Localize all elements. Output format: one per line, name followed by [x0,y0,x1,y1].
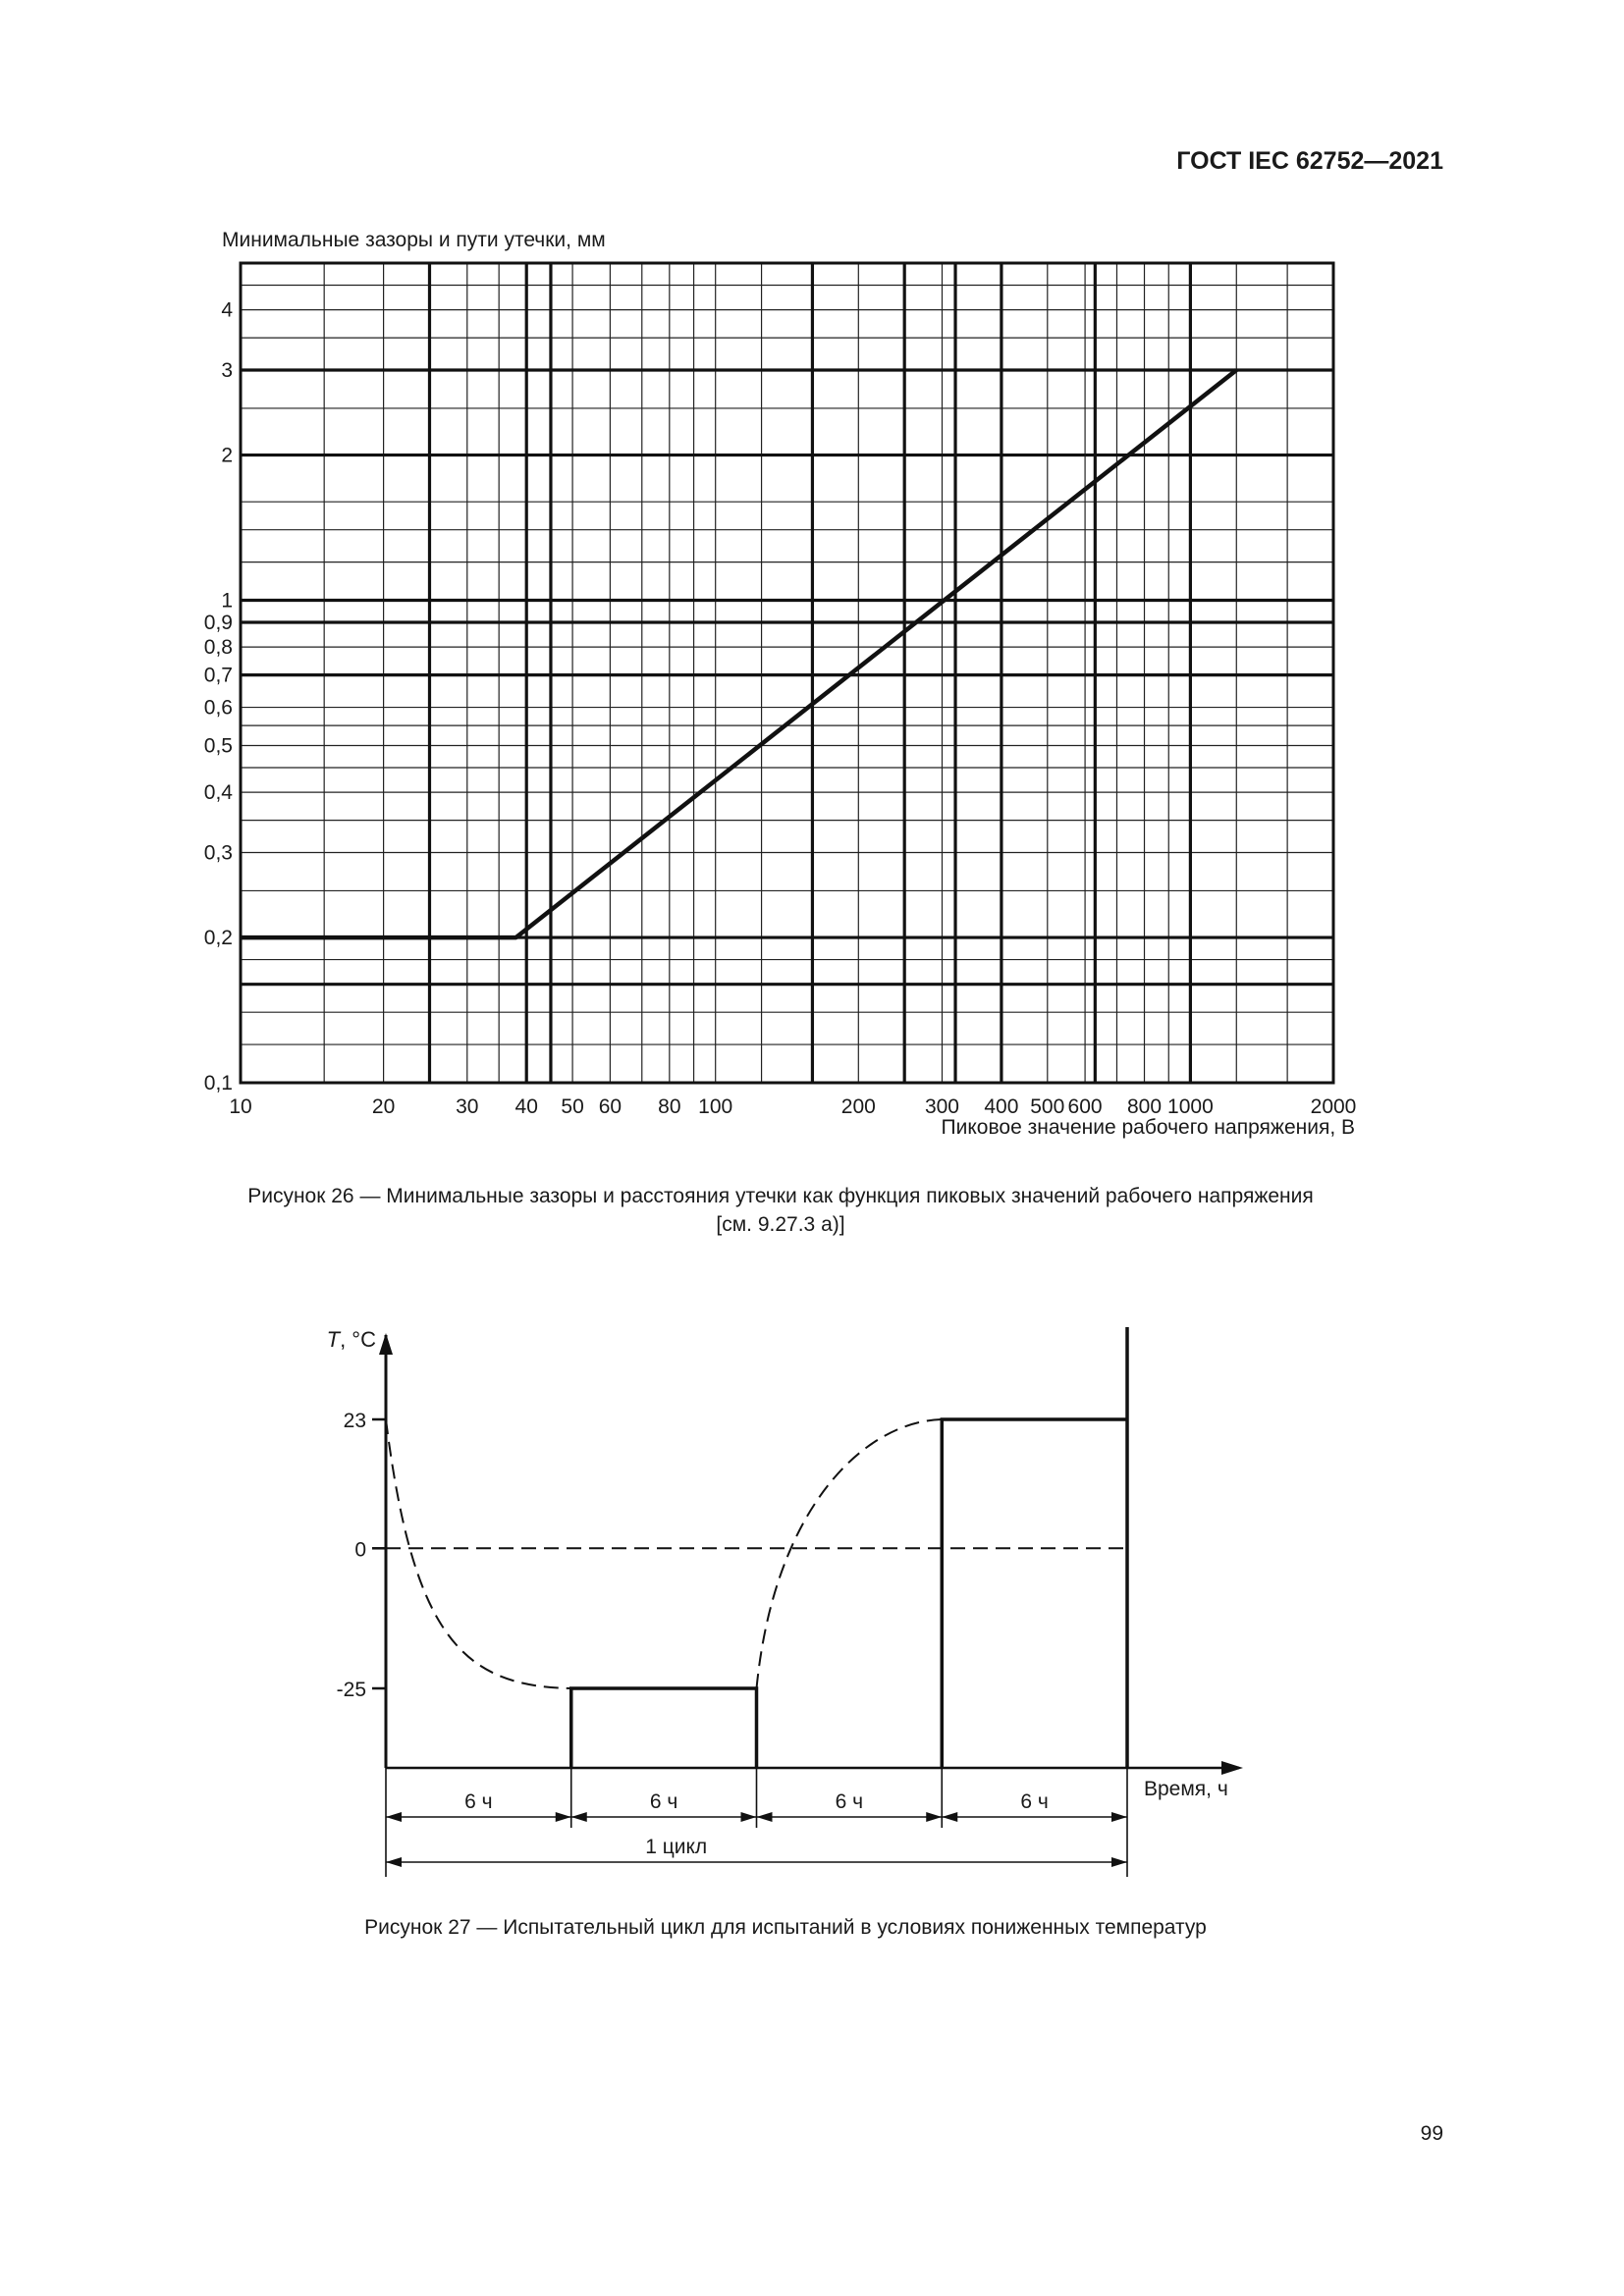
y-axis-label: T, °C [326,1327,376,1352]
y-tick-label: 2 [221,444,233,467]
y-tick-label: 0 [354,1538,366,1562]
x-tick-label: 200 [840,1095,876,1118]
x-tick-label: 500 [1030,1095,1065,1118]
y-tick-label: 0,5 [203,734,233,758]
dimension-arrow-icon [556,1812,571,1822]
y-tick-label: 4 [221,298,233,322]
dimension-arrow-icon [757,1812,773,1822]
x-tick-label: 600 [1067,1095,1103,1118]
cold-hold-segment [571,1688,757,1768]
x-tick-label: 2000 [1310,1095,1357,1118]
phase-duration-label: 6 ч [649,1790,678,1813]
y-axis-arrow-icon [379,1333,393,1355]
x-tick-label: 400 [984,1095,1019,1118]
cool-down-curve [386,1419,571,1688]
x-tick-label: 300 [924,1095,960,1118]
y-tick-label: 1 [221,589,233,613]
dimension-arrow-icon [1111,1857,1127,1867]
dimension-arrow-icon [1111,1812,1127,1822]
dimension-arrow-icon [926,1812,942,1822]
phase-duration-label: 6 ч [464,1790,493,1813]
warm-hold-segment [942,1419,1127,1768]
x-tick-label: 1000 [1167,1095,1214,1118]
document-header: ГОСТ IEC 62752—2021 [1176,147,1443,175]
x-tick-label: 10 [229,1095,252,1118]
dimension-arrow-icon [942,1812,957,1822]
y-tick-label: -25 [336,1679,366,1701]
y-tick-label: 0,4 [203,781,233,805]
x-tick-label: 100 [698,1095,733,1118]
warm-up-curve [757,1419,943,1688]
page-number: 99 [1420,2122,1443,2145]
cycle-label: 1 цикл [645,1836,708,1858]
phase-duration-label: 6 ч [1020,1790,1049,1813]
y-tick-label: 0,3 [203,841,233,865]
y-tick-label: 0,7 [203,664,233,687]
x-tick-label: 40 [514,1095,538,1118]
dimension-arrow-icon [386,1812,402,1822]
y-tick-label: 0,8 [203,636,233,660]
dimension-arrow-icon [386,1857,402,1867]
x-tick-label: 30 [456,1095,479,1118]
figure-26-caption-line1: Рисунок 26 — Минимальные зазоры и расстояния утечки как функция пиковых значений рабочего напряжения [247,1185,1314,1207]
dimension-arrow-icon [741,1812,757,1822]
figure-27-caption: Рисунок 27 — Испытательный цикл для испытаний в условиях пониженных температур [364,1916,1207,1939]
x-tick-label: 80 [658,1095,681,1118]
x-tick-label: 20 [371,1095,396,1118]
dimension-arrow-icon [571,1812,587,1822]
fig26-y-axis-label: Минимальные зазоры и пути утечки, мм [222,229,606,251]
x-tick-label: 800 [1126,1095,1163,1118]
y-tick-label: 0,6 [203,696,233,720]
y-tick-label: 23 [343,1410,366,1432]
x-axis-arrow-icon [1221,1761,1243,1775]
phase-duration-label: 6 ч [835,1790,864,1813]
x-tick-label: 50 [561,1095,584,1118]
x-tick-label: 60 [598,1095,623,1118]
fig26-x-axis-label: Пиковое значение рабочего напряжения, В [941,1116,1355,1139]
y-tick-label: 0,9 [203,612,233,635]
x-axis-label: Время, ч [1144,1778,1228,1800]
y-tick-label: 0,2 [203,927,233,950]
y-tick-label: 0,1 [203,1072,233,1095]
y-tick-label: 3 [221,359,233,383]
figure-26-caption-line2: [см. 9.27.3 а)] [716,1213,845,1236]
